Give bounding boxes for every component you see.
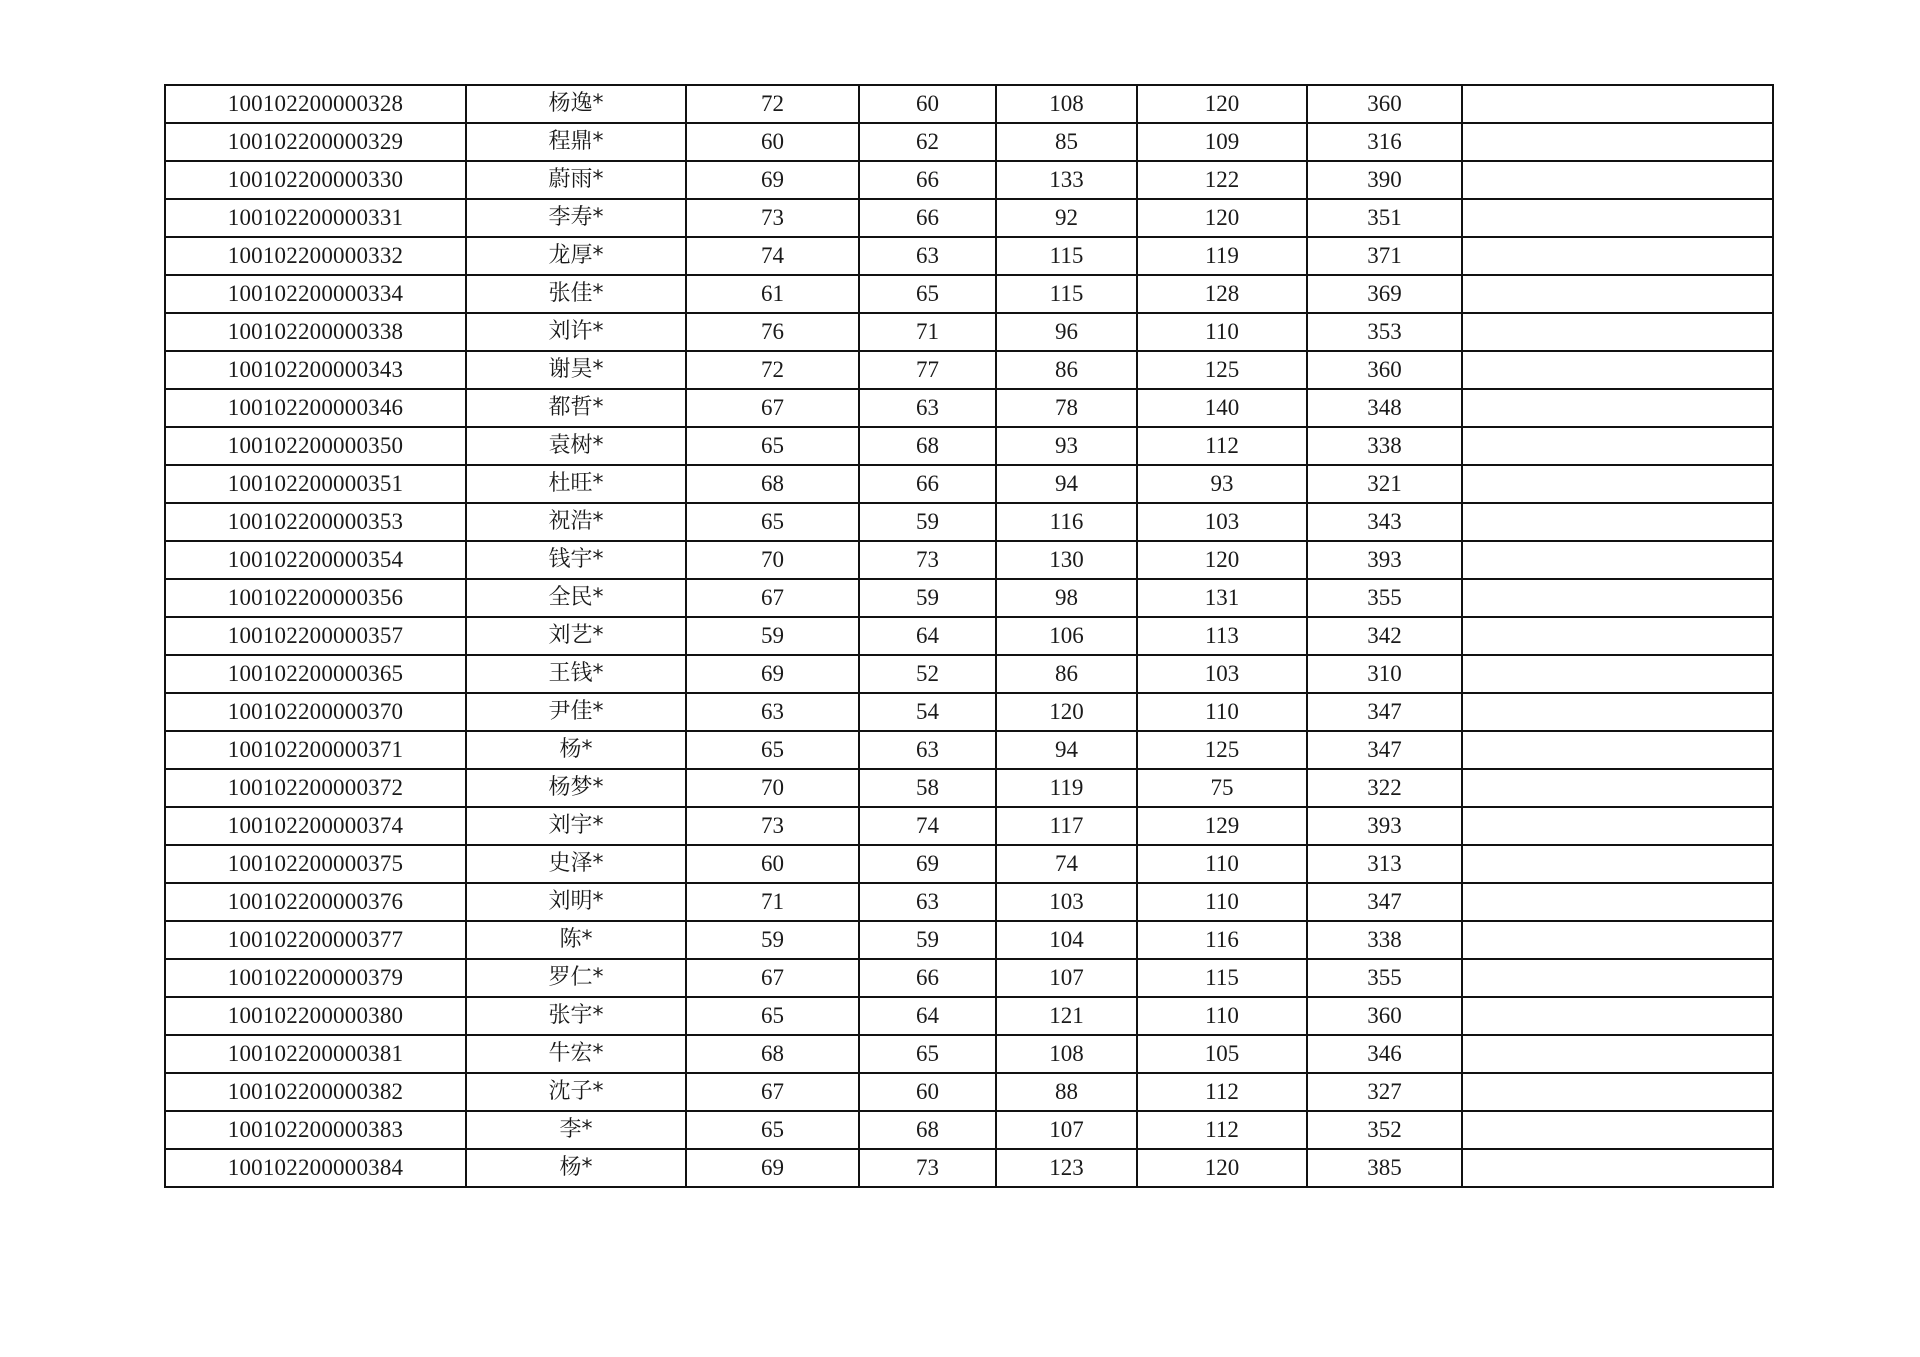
score-4-cell: 110 (1137, 997, 1307, 1035)
candidate-id-cell: 100102200000382 (165, 1073, 466, 1111)
note-cell (1462, 123, 1773, 161)
score-1-cell: 65 (686, 731, 859, 769)
note-cell (1462, 731, 1773, 769)
total-score-cell: 390 (1307, 161, 1462, 199)
total-score-cell: 342 (1307, 617, 1462, 655)
score-4-cell: 109 (1137, 123, 1307, 161)
total-score-cell: 338 (1307, 921, 1462, 959)
note-cell (1462, 1149, 1773, 1187)
total-score-cell: 343 (1307, 503, 1462, 541)
candidate-id-cell: 100102200000356 (165, 579, 466, 617)
score-3-cell: 86 (996, 655, 1137, 693)
candidate-name-cell: 龙厚* (466, 237, 686, 275)
score-2-cell: 60 (859, 85, 996, 123)
table-row (165, 123, 1773, 161)
total-score-cell: 348 (1307, 389, 1462, 427)
score-2-cell: 68 (859, 427, 996, 465)
score-1-cell: 71 (686, 883, 859, 921)
candidate-id-cell: 100102200000374 (165, 807, 466, 845)
candidate-name-cell: 张佳* (466, 275, 686, 313)
candidate-id-cell: 100102200000338 (165, 313, 466, 351)
candidate-id-cell: 100102200000332 (165, 237, 466, 275)
score-2-cell: 74 (859, 807, 996, 845)
score-4-cell: 112 (1137, 1073, 1307, 1111)
score-1-cell: 60 (686, 845, 859, 883)
score-2-cell: 52 (859, 655, 996, 693)
note-cell (1462, 845, 1773, 883)
candidate-name-cell: 杨逸* (466, 85, 686, 123)
score-3-cell: 103 (996, 883, 1137, 921)
total-score-cell: 347 (1307, 731, 1462, 769)
score-1-cell: 65 (686, 427, 859, 465)
note-cell (1462, 503, 1773, 541)
total-score-cell: 327 (1307, 1073, 1462, 1111)
total-score-cell: 338 (1307, 427, 1462, 465)
table-row (165, 921, 1773, 959)
table-row (165, 427, 1773, 465)
score-2-cell: 59 (859, 503, 996, 541)
score-3-cell: 96 (996, 313, 1137, 351)
total-score-cell: 347 (1307, 883, 1462, 921)
note-cell (1462, 237, 1773, 275)
score-4-cell: 93 (1137, 465, 1307, 503)
score-1-cell: 67 (686, 389, 859, 427)
candidate-id-cell: 100102200000330 (165, 161, 466, 199)
total-score-cell: 310 (1307, 655, 1462, 693)
score-2-cell: 66 (859, 199, 996, 237)
total-score-cell: 360 (1307, 85, 1462, 123)
table-row (165, 693, 1773, 731)
score-4-cell: 131 (1137, 579, 1307, 617)
score-2-cell: 66 (859, 959, 996, 997)
note-cell (1462, 1035, 1773, 1073)
total-score-cell: 321 (1307, 465, 1462, 503)
score-1-cell: 72 (686, 351, 859, 389)
score-1-cell: 73 (686, 807, 859, 845)
score-2-cell: 54 (859, 693, 996, 731)
candidate-id-cell: 100102200000377 (165, 921, 466, 959)
score-2-cell: 63 (859, 389, 996, 427)
note-cell (1462, 1111, 1773, 1149)
candidate-id-cell: 100102200000380 (165, 997, 466, 1035)
total-score-cell: 351 (1307, 199, 1462, 237)
candidate-name-cell: 袁树* (466, 427, 686, 465)
score-3-cell: 115 (996, 237, 1137, 275)
candidate-name-cell: 谢昊* (466, 351, 686, 389)
table-row (165, 199, 1773, 237)
table-row (165, 845, 1773, 883)
table-row (165, 807, 1773, 845)
score-2-cell: 66 (859, 161, 996, 199)
score-4-cell: 112 (1137, 1111, 1307, 1149)
total-score-cell: 355 (1307, 579, 1462, 617)
score-2-cell: 64 (859, 997, 996, 1035)
score-1-cell: 61 (686, 275, 859, 313)
score-4-cell: 129 (1137, 807, 1307, 845)
score-4-cell: 115 (1137, 959, 1307, 997)
table-row (165, 351, 1773, 389)
total-score-cell: 369 (1307, 275, 1462, 313)
candidate-id-cell: 100102200000372 (165, 769, 466, 807)
score-4-cell: 119 (1137, 237, 1307, 275)
score-1-cell: 68 (686, 1035, 859, 1073)
score-1-cell: 67 (686, 1073, 859, 1111)
total-score-cell: 313 (1307, 845, 1462, 883)
score-1-cell: 65 (686, 503, 859, 541)
candidate-name-cell: 刘艺* (466, 617, 686, 655)
score-4-cell: 103 (1137, 655, 1307, 693)
candidate-name-cell: 史泽* (466, 845, 686, 883)
score-1-cell: 69 (686, 655, 859, 693)
note-cell (1462, 769, 1773, 807)
score-3-cell: 98 (996, 579, 1137, 617)
score-2-cell: 63 (859, 883, 996, 921)
score-4-cell: 103 (1137, 503, 1307, 541)
score-4-cell: 113 (1137, 617, 1307, 655)
candidate-name-cell: 杨* (466, 731, 686, 769)
score-2-cell: 73 (859, 1149, 996, 1187)
table-row (165, 161, 1773, 199)
candidate-name-cell: 钱宇* (466, 541, 686, 579)
candidate-name-cell: 牛宏* (466, 1035, 686, 1073)
candidate-name-cell: 张宇* (466, 997, 686, 1035)
note-cell (1462, 199, 1773, 237)
note-cell (1462, 693, 1773, 731)
score-2-cell: 73 (859, 541, 996, 579)
score-3-cell: 93 (996, 427, 1137, 465)
score-3-cell: 86 (996, 351, 1137, 389)
score-4-cell: 110 (1137, 883, 1307, 921)
score-2-cell: 69 (859, 845, 996, 883)
total-score-cell: 360 (1307, 351, 1462, 389)
candidate-id-cell: 100102200000350 (165, 427, 466, 465)
score-3-cell: 85 (996, 123, 1137, 161)
note-cell (1462, 883, 1773, 921)
score-2-cell: 59 (859, 921, 996, 959)
score-1-cell: 67 (686, 959, 859, 997)
candidate-id-cell: 100102200000329 (165, 123, 466, 161)
score-3-cell: 106 (996, 617, 1137, 655)
score-3-cell: 104 (996, 921, 1137, 959)
note-cell (1462, 579, 1773, 617)
score-1-cell: 76 (686, 313, 859, 351)
candidate-name-cell: 程鼎* (466, 123, 686, 161)
score-1-cell: 69 (686, 161, 859, 199)
candidate-name-cell: 祝浩* (466, 503, 686, 541)
score-3-cell: 78 (996, 389, 1137, 427)
note-cell (1462, 921, 1773, 959)
note-cell (1462, 427, 1773, 465)
table-row (165, 275, 1773, 313)
total-score-cell: 346 (1307, 1035, 1462, 1073)
total-score-cell: 347 (1307, 693, 1462, 731)
score-3-cell: 116 (996, 503, 1137, 541)
candidate-id-cell: 100102200000357 (165, 617, 466, 655)
candidate-name-cell: 蔚雨* (466, 161, 686, 199)
score-4-cell: 105 (1137, 1035, 1307, 1073)
score-3-cell: 119 (996, 769, 1137, 807)
candidate-name-cell: 全民* (466, 579, 686, 617)
candidate-name-cell: 罗仁* (466, 959, 686, 997)
score-2-cell: 77 (859, 351, 996, 389)
total-score-cell: 352 (1307, 1111, 1462, 1149)
note-cell (1462, 655, 1773, 693)
candidate-id-cell: 100102200000351 (165, 465, 466, 503)
candidate-id-cell: 100102200000371 (165, 731, 466, 769)
note-cell (1462, 161, 1773, 199)
candidate-name-cell: 沈子* (466, 1073, 686, 1111)
score-1-cell: 70 (686, 541, 859, 579)
total-score-cell: 385 (1307, 1149, 1462, 1187)
score-4-cell: 125 (1137, 731, 1307, 769)
score-4-cell: 140 (1137, 389, 1307, 427)
total-score-cell: 316 (1307, 123, 1462, 161)
candidate-id-cell: 100102200000331 (165, 199, 466, 237)
score-3-cell: 74 (996, 845, 1137, 883)
total-score-cell: 355 (1307, 959, 1462, 997)
score-2-cell: 71 (859, 313, 996, 351)
score-4-cell: 110 (1137, 845, 1307, 883)
candidate-name-cell: 尹佳* (466, 693, 686, 731)
score-3-cell: 92 (996, 199, 1137, 237)
candidate-id-cell: 100102200000365 (165, 655, 466, 693)
score-4-cell: 122 (1137, 161, 1307, 199)
candidate-name-cell: 杨* (466, 1149, 686, 1187)
score-1-cell: 73 (686, 199, 859, 237)
note-cell (1462, 617, 1773, 655)
note-cell (1462, 389, 1773, 427)
table-row (165, 579, 1773, 617)
candidate-id-cell: 100102200000328 (165, 85, 466, 123)
total-score-cell: 360 (1307, 997, 1462, 1035)
table-row (165, 237, 1773, 275)
table-row (165, 731, 1773, 769)
score-2-cell: 65 (859, 1035, 996, 1073)
table-row (165, 503, 1773, 541)
score-3-cell: 94 (996, 731, 1137, 769)
score-table-body (165, 85, 1773, 1187)
score-4-cell: 116 (1137, 921, 1307, 959)
score-1-cell: 67 (686, 579, 859, 617)
score-2-cell: 62 (859, 123, 996, 161)
candidate-id-cell: 100102200000379 (165, 959, 466, 997)
candidate-name-cell: 陈* (466, 921, 686, 959)
candidate-name-cell: 杜旺* (466, 465, 686, 503)
candidate-name-cell: 李* (466, 1111, 686, 1149)
note-cell (1462, 807, 1773, 845)
candidate-name-cell: 都哲* (466, 389, 686, 427)
table-row (165, 389, 1773, 427)
score-4-cell: 75 (1137, 769, 1307, 807)
candidate-id-cell: 100102200000383 (165, 1111, 466, 1149)
total-score-cell: 393 (1307, 541, 1462, 579)
note-cell (1462, 1073, 1773, 1111)
score-3-cell: 120 (996, 693, 1137, 731)
score-2-cell: 63 (859, 731, 996, 769)
score-1-cell: 63 (686, 693, 859, 731)
score-1-cell: 65 (686, 1111, 859, 1149)
score-4-cell: 110 (1137, 313, 1307, 351)
candidate-name-cell: 李寿* (466, 199, 686, 237)
score-3-cell: 115 (996, 275, 1137, 313)
candidate-name-cell: 刘许* (466, 313, 686, 351)
score-4-cell: 110 (1137, 693, 1307, 731)
table-row (165, 1035, 1773, 1073)
score-2-cell: 59 (859, 579, 996, 617)
score-2-cell: 65 (859, 275, 996, 313)
score-table (164, 84, 1774, 1188)
table-row (165, 997, 1773, 1035)
candidate-id-cell: 100102200000376 (165, 883, 466, 921)
score-4-cell: 120 (1137, 85, 1307, 123)
table-row (165, 1073, 1773, 1111)
score-4-cell: 112 (1137, 427, 1307, 465)
score-1-cell: 59 (686, 617, 859, 655)
score-1-cell: 72 (686, 85, 859, 123)
score-3-cell: 108 (996, 1035, 1137, 1073)
table-row (165, 883, 1773, 921)
candidate-name-cell: 刘明* (466, 883, 686, 921)
score-4-cell: 128 (1137, 275, 1307, 313)
score-3-cell: 121 (996, 997, 1137, 1035)
total-score-cell: 393 (1307, 807, 1462, 845)
table-row (165, 465, 1773, 503)
score-2-cell: 58 (859, 769, 996, 807)
score-3-cell: 94 (996, 465, 1137, 503)
table-row (165, 1111, 1773, 1149)
score-1-cell: 74 (686, 237, 859, 275)
score-2-cell: 63 (859, 237, 996, 275)
score-2-cell: 60 (859, 1073, 996, 1111)
score-3-cell: 107 (996, 1111, 1137, 1149)
note-cell (1462, 85, 1773, 123)
score-1-cell: 68 (686, 465, 859, 503)
score-1-cell: 65 (686, 997, 859, 1035)
note-cell (1462, 275, 1773, 313)
total-score-cell: 322 (1307, 769, 1462, 807)
note-cell (1462, 541, 1773, 579)
score-1-cell: 69 (686, 1149, 859, 1187)
note-cell (1462, 313, 1773, 351)
score-3-cell: 88 (996, 1073, 1137, 1111)
candidate-id-cell: 100102200000334 (165, 275, 466, 313)
score-3-cell: 130 (996, 541, 1137, 579)
score-3-cell: 133 (996, 161, 1137, 199)
total-score-cell: 371 (1307, 237, 1462, 275)
score-3-cell: 108 (996, 85, 1137, 123)
candidate-name-cell: 刘宇* (466, 807, 686, 845)
candidate-id-cell: 100102200000346 (165, 389, 466, 427)
score-2-cell: 68 (859, 1111, 996, 1149)
table-row (165, 541, 1773, 579)
note-cell (1462, 997, 1773, 1035)
score-3-cell: 117 (996, 807, 1137, 845)
table-row (165, 617, 1773, 655)
table-row (165, 1149, 1773, 1187)
score-4-cell: 125 (1137, 351, 1307, 389)
score-table-page (164, 84, 1772, 1188)
table-row (165, 313, 1773, 351)
score-4-cell: 120 (1137, 1149, 1307, 1187)
candidate-id-cell: 100102200000375 (165, 845, 466, 883)
table-row (165, 959, 1773, 997)
note-cell (1462, 465, 1773, 503)
candidate-id-cell: 100102200000343 (165, 351, 466, 389)
score-1-cell: 70 (686, 769, 859, 807)
table-row (165, 655, 1773, 693)
candidate-name-cell: 王钱* (466, 655, 686, 693)
score-1-cell: 59 (686, 921, 859, 959)
score-2-cell: 64 (859, 617, 996, 655)
candidate-id-cell: 100102200000370 (165, 693, 466, 731)
table-row (165, 769, 1773, 807)
score-2-cell: 66 (859, 465, 996, 503)
score-3-cell: 123 (996, 1149, 1137, 1187)
score-1-cell: 60 (686, 123, 859, 161)
score-4-cell: 120 (1137, 199, 1307, 237)
table-row (165, 85, 1773, 123)
score-3-cell: 107 (996, 959, 1137, 997)
candidate-id-cell: 100102200000354 (165, 541, 466, 579)
candidate-id-cell: 100102200000381 (165, 1035, 466, 1073)
note-cell (1462, 959, 1773, 997)
total-score-cell: 353 (1307, 313, 1462, 351)
candidate-id-cell: 100102200000353 (165, 503, 466, 541)
candidate-name-cell: 杨梦* (466, 769, 686, 807)
note-cell (1462, 351, 1773, 389)
score-4-cell: 120 (1137, 541, 1307, 579)
candidate-id-cell: 100102200000384 (165, 1149, 466, 1187)
